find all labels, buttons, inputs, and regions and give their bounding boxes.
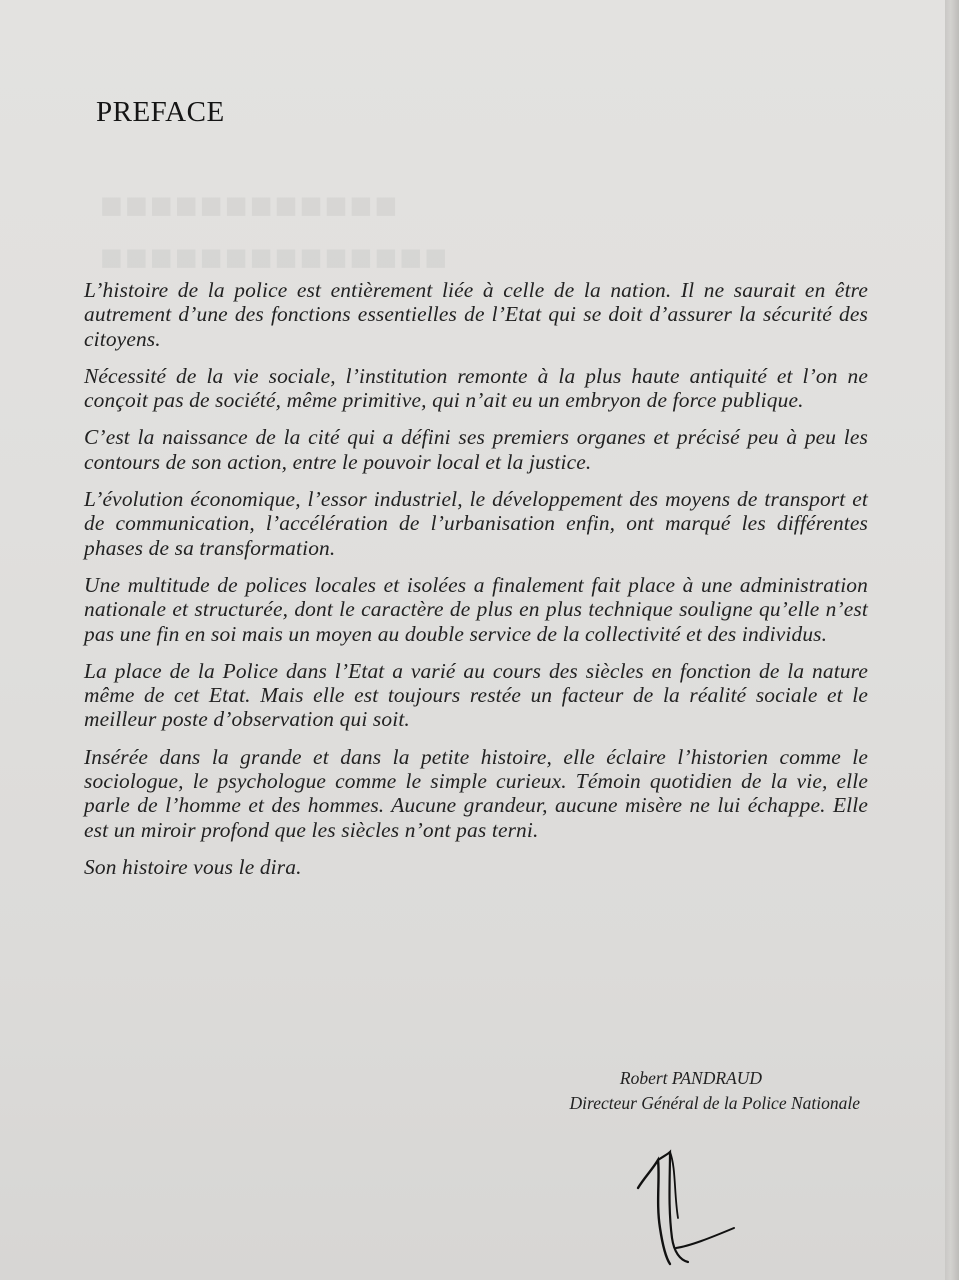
handwritten-signature bbox=[630, 1148, 740, 1268]
paragraph: Une multitude de polices locales et isolées a finalement fait place à une administration nationale et structurée, dont le caractère de plus en plus technique souligne qu’elle n’est pas une fin en soi mais un moyen au double service de la collectivité et des individus. bbox=[84, 572, 868, 646]
paragraph: Insérée dans la grande et dans la petite histoire, elle éclaire l’historien comme le sociologue, le psychologue comme le simple curieux. Témoin quotidien de la vie, elle parle de l’homme et des hommes. Aucune grandeur, aucune misère ne lui échappe. Elle est un miroir profond que les siècles n’ont pas terni. bbox=[84, 744, 868, 842]
signatory-role: Directeur Général de la Police Nationale bbox=[569, 1093, 860, 1113]
paragraph: C’est la naissance de la cité qui a défini ses premiers organes et précisé peu à peu les contours de son action, entre le pouvoir local et la justice. bbox=[84, 425, 868, 474]
page-edge bbox=[945, 0, 959, 1280]
signatory-name: Robert PANDRAUD bbox=[619, 1068, 762, 1088]
show-through-text bbox=[100, 180, 449, 284]
paragraph: La place de la Police dans l’Etat a varié au cours des siècles en fonction de la nature même de cet Etat. Mais elle est toujours restée un facteur de la réalité sociale et le meilleur poste d’observation qui soit. bbox=[84, 658, 868, 732]
signature-block bbox=[500, 1066, 860, 1116]
show-through-line: ■■■■■■■■■■■■■■ bbox=[100, 237, 450, 279]
paragraph: L’histoire de la police est entièrement liée à celle de la nation. Il ne saurait en être autrement d’une des fonctions essentielles de l’Etat qui se doit d’assurer la sécurité des citoyens. bbox=[84, 278, 868, 351]
preface-body bbox=[84, 278, 868, 892]
paragraph: Nécessité de la vie sociale, l’institution remonte à la plus haute antiquité et l’on ne conçoit pas de société, même primitive, qui n’ait eu un embryon de force publique. bbox=[84, 363, 868, 413]
page-title: PREFACE bbox=[96, 96, 225, 128]
show-through-line: ■■■■■■■■■■■■ bbox=[100, 185, 400, 227]
paragraph: L’évolution économique, l’essor industriel, le développement des moyens de transport et de communication, l’accélération de l’urbanisation enfin, ont marqué les différentes phases de sa transformation. bbox=[84, 487, 868, 560]
paragraph: Son histoire vous le dira. bbox=[84, 854, 302, 879]
